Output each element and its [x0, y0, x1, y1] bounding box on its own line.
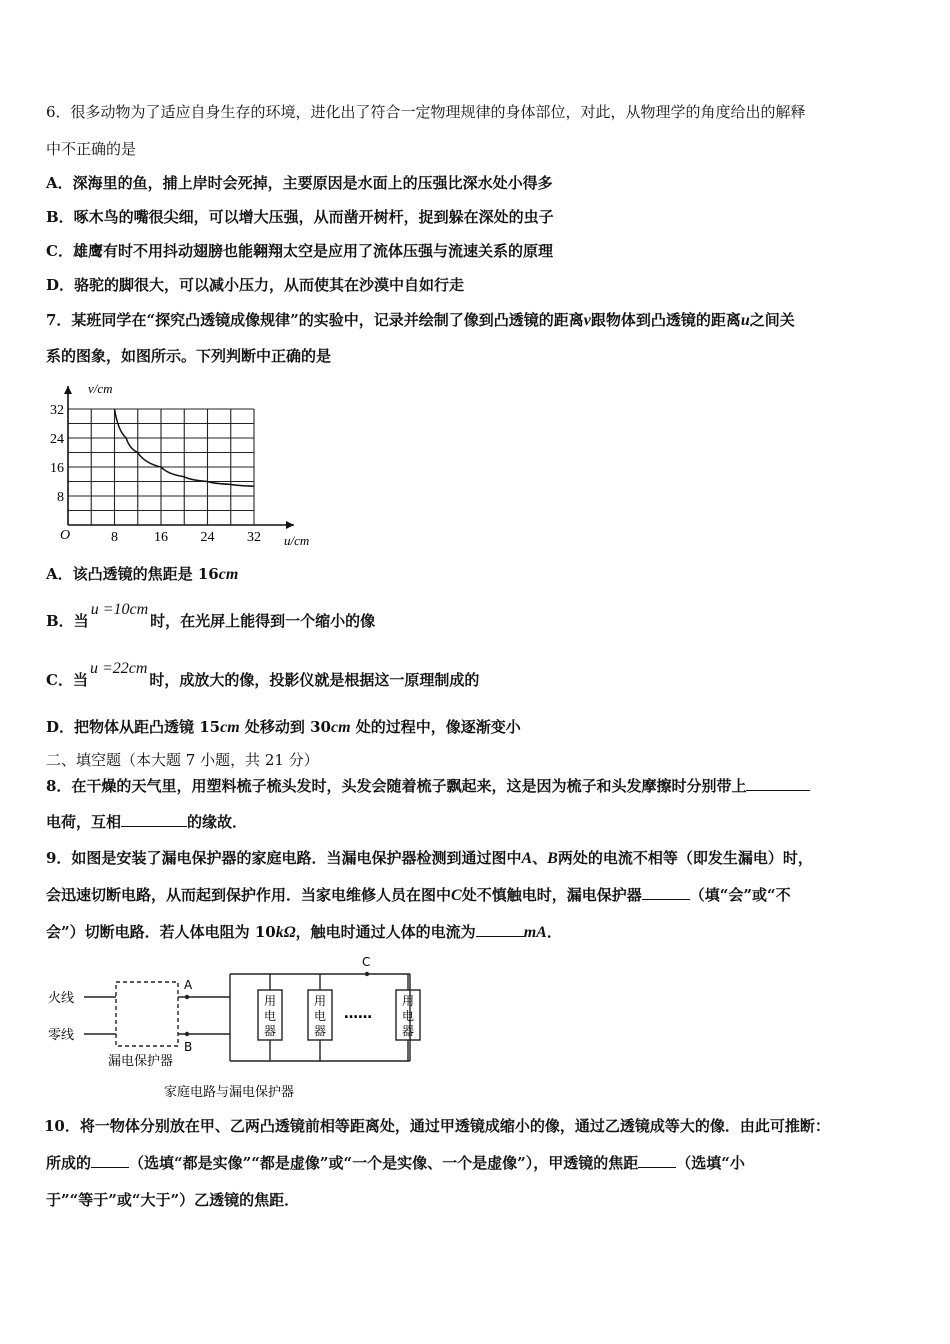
q6-stem-line1: 6．很多动物为了适应自身生存的环境，进化出了符合一定物理规律的身体部位，对此，从物理学的角度给出的解释 [46, 103, 806, 121]
graph-axes [64, 386, 294, 529]
q9-unit-kohm: kΩ [275, 924, 296, 941]
appliance-char: 电 [313, 1009, 327, 1023]
q7-stem-line1 [46, 310, 795, 331]
neutral-wire-label: 零线 [48, 1028, 75, 1043]
label-b: B [184, 1040, 193, 1054]
q10-text: （选填“小 [676, 1154, 745, 1172]
q9-unit-ma: mA [523, 924, 547, 941]
y-axis-label: v/cm [88, 381, 113, 396]
x-tick-label: 8 [111, 530, 118, 545]
q7-option-c [46, 660, 480, 691]
y-tick-label: 24 [50, 432, 64, 447]
protector-box [116, 982, 178, 1046]
circuit-caption: 家庭电路与漏电保护器 [164, 1085, 295, 1100]
q8-blank-2[interactable] [121, 812, 187, 827]
x-tick-label: 24 [200, 530, 215, 545]
q7-stem-text: 之间关 [749, 311, 795, 329]
label-a: A [184, 978, 193, 992]
appliance-char: 用 [313, 994, 327, 1008]
q6-stem-line2: 中不正确的是 [46, 140, 137, 158]
q6-option-c: C．雄鹰有时不用抖动翅膀也能翱翔太空是应用了流体压强与流速关系的原理 [46, 242, 553, 260]
q9-point-a: A [521, 850, 533, 867]
q8-blank-1[interactable] [746, 776, 810, 791]
protector-label: 漏电保护器 [108, 1054, 174, 1069]
y-tick-label: 8 [57, 490, 64, 505]
q10-line1: 10．将一物体分别放在甲、乙两凸透镜前相等距离处，通过甲透镜成缩小的像，通过乙透镜成等大的像．由此可推断： [44, 1117, 830, 1135]
y-axis-arrow [64, 386, 72, 394]
q9-text: 处不慎触电时，漏电保护器 [461, 886, 642, 904]
q7-option-d [46, 717, 521, 738]
appliance-char: 电 [401, 1009, 415, 1023]
q9-text: 会迅速切断电路，从而起到保护作用．当家电维修人员在图中 [46, 886, 452, 904]
section-title: 二、填空题（本大题 7 小题，共 21 分） [46, 751, 319, 769]
point-c-dot [365, 972, 369, 976]
q9-blank-1[interactable] [642, 885, 690, 900]
q7-stem-text: 7．某班同学在“探究凸透镜成像规律”的实验中，记录并绘制了像到凸透镜的距离 [46, 311, 584, 329]
appliance-char: 器 [263, 1024, 277, 1038]
q7-d-unit: cm [220, 719, 240, 736]
q7-a-text: A．该凸透镜的焦距是 16 [46, 565, 219, 583]
q9-point-b: B [547, 850, 558, 867]
q8-text: 的缘故． [187, 813, 248, 831]
q9-text: 9．如图是安装了漏电保护器的家庭电路．当漏电保护器检测到通过图中 [46, 849, 522, 867]
live-wire-label: 火线 [48, 991, 75, 1006]
appliance-char: 电 [263, 1009, 277, 1023]
q7-d-text: D．把物体从距凸透镜 15 [46, 718, 221, 736]
q8-text: 电荷，互相 [46, 813, 122, 831]
q9-blank-2[interactable] [476, 922, 524, 937]
q7-a-unit: cm [218, 566, 239, 583]
q7-stem-text: 跟物体到凸透镜的距离 [590, 311, 741, 329]
circuit-diagram [44, 952, 434, 1102]
q7-option-a [46, 564, 238, 585]
appliance-char: 器 [401, 1024, 415, 1038]
q7-b-prefix: B．当 [46, 612, 89, 630]
point-b-dot [185, 1032, 189, 1036]
x-axis-label: u/cm [284, 533, 310, 548]
q9-text: 、 [532, 849, 548, 867]
appliance-char: 用 [401, 994, 415, 1008]
appliance-char: 用 [263, 994, 277, 1008]
q7-c-prefix: C．当 [46, 671, 88, 689]
q7-d-text: 处移动到 30 [239, 718, 331, 736]
x-axis-arrow [286, 521, 294, 529]
x-tick-label: 16 [154, 530, 168, 545]
origin-label: O [60, 528, 71, 543]
q7-var-u: u [740, 312, 750, 329]
x-tick-label: 32 [247, 530, 261, 545]
q6-option-a: A．深海里的鱼，捕上岸时会死掉，主要原因是水面上的压强比深水处小得多 [46, 174, 553, 192]
q7-b-suffix: 时，在光屏上能得到一个缩小的像 [150, 612, 376, 630]
y-tick-label: 16 [50, 461, 64, 476]
q9-line2 [46, 885, 791, 906]
q7-var-v: v [583, 312, 591, 329]
q6-option-b: B．啄木鸟的嘴很尖细，可以增大压强，从而凿开树杆，捉到躲在深处的虫子 [46, 208, 554, 226]
q8-line1 [46, 776, 810, 796]
q9-text: （填“会”或“不 [689, 886, 791, 904]
q9-text: ，触电时通过人体的电流为 [295, 923, 476, 941]
q10-blank-1[interactable] [91, 1153, 129, 1168]
q7-option-b [46, 601, 376, 632]
q10-blank-2[interactable] [638, 1153, 676, 1168]
q6-option-d: D．骆驼的脚很大，可以减小压力，从而使其在沙漠中自如行走 [46, 276, 465, 294]
q10-line3: 于”“等于”或“大于”）乙透镜的焦距． [46, 1191, 300, 1209]
q10-line2 [46, 1153, 745, 1173]
q7-stem-line2: 系的图象，如图所示。下列判断中正确的是 [46, 347, 332, 365]
q10-text: 所成的 [46, 1154, 92, 1172]
appliance-char: 器 [313, 1024, 327, 1038]
q9-line1 [46, 848, 813, 869]
q8-line2 [46, 812, 247, 832]
q8-text: 8．在干燥的天气里，用塑料梳子梳头发时，头发会随着梳子飘起来，这是因为梳子和头发摩擦时分别带上 [46, 777, 747, 795]
graph-ticks [50, 403, 261, 545]
q9-text: ． [546, 923, 562, 941]
q7-c-formula: u =22cm [89, 660, 148, 677]
y-tick-label: 32 [50, 403, 64, 418]
q7-b-formula: u =10cm [90, 601, 149, 618]
q9-line3 [46, 922, 562, 943]
q7-d-text: 处的过程中，像逐渐变小 [350, 718, 521, 736]
q9-point-c: C [451, 887, 462, 904]
v-u-graph [44, 380, 314, 555]
q7-d-unit: cm [330, 719, 351, 736]
q10-text: （选填“都是实像”“都是虚像”或“一个是实像、一个是虚像”），甲透镜的焦距 [129, 1154, 639, 1172]
appliance-ellipsis: …… [344, 1006, 372, 1022]
label-c: C [362, 955, 371, 969]
q9-text: 两处的电流不相等（即发生漏电）时， [557, 849, 813, 867]
point-a-dot [185, 995, 189, 999]
q7-c-suffix: 时，成放大的像，投影仪就是根据这一原理制成的 [149, 671, 480, 689]
q9-text: 会”）切断电路．若人体电阻为 10 [46, 923, 276, 941]
